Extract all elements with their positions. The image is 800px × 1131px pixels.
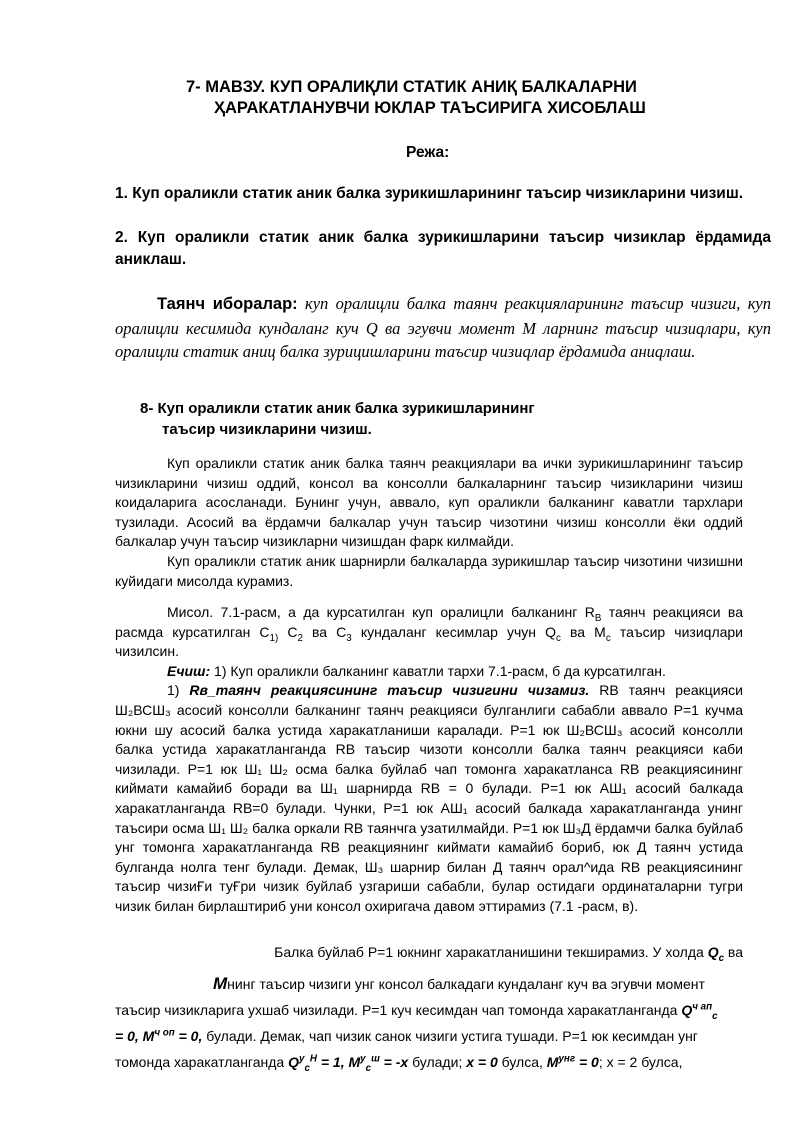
paragraph-influence-drawing: таъсир чизикларига ухшаб чизилади. P=1 куч кесимдан чап томонда харакатланганда $Q^{ч ап}_c$ <box>115 1001 718 1022</box>
paragraph-intro: Куп ораликли статик аник балка таянч реакциялари ва ички зурикишларининг таъсир чизикларини чизиш оддий, консол ва консолли балкаларнинг таъсир чизикларини чизиш коидаларига асосланади. Бунинг учун, аввало, куп ораликли балканинг каватли тархлари тузилади. Асосий ва ёрдамчи балкалар учун таъсир чизотини чизиш консолли ёки оддий балкалар учун таъсир чизикларни чизишдан фарк килмайди. <box>115 455 743 550</box>
paragraph-example: Мисол. 7.1-расм, а да курсатилган куп оралицли балканинг $R_B$ таянч реакцияси ва расмда курсатилган $C_{1)}$ $C_2$ ва $C_3$ кундаланг кесимлар учун $Q_c$ ва $M_c$ таъсир чизиqлари чизилсин. <box>115 604 744 660</box>
body-text-block-4 <box>115 971 743 1075</box>
solution-label: Ечиш: <box>167 662 211 679</box>
keywords-paragraph <box>115 292 771 364</box>
keywords-label: Таянч иборалар: <box>157 295 298 313</box>
body-text-block-3 <box>115 943 743 963</box>
paragraph-example-intro: Куп ораликли статик аник шарнирли балкаларда зурикишлар таъсир чизотини чизишни куйидаги мисолда курамиз. <box>115 552 743 589</box>
rb-section-title: Rв_таянч реакциясининг таъсир чизигини чизамиз. <box>189 682 590 699</box>
plan-item-2: 2. Куп ораликли статик аник балка зурикишларини таъсир чизиклар ёрдамида аниклаш. <box>115 229 771 268</box>
topic-title-line-2: ҲАРАКАТЛАНУВЧИ ЮКЛАР ТАЪСИРИГА ХИСОБЛАШ <box>214 99 646 117</box>
section-heading-line-2: таъсир чизикларини чизиш. <box>162 421 372 438</box>
topic-title-line-1: 7- МАВЗУ. КУП ОРАЛИҚЛИ СТАТИК АНИҚ БАЛКАЛАРНИ <box>186 78 637 96</box>
paragraph-left-line: = 0, $M^{ч оп} = 0$, булади. Демак, чап чизик санок чизиги устига тушади. P=1 юк кесимдан унг <box>115 1027 698 1044</box>
paragraph-right-line: томонда харакатланганда $Q^у_c^Н = 1$, $M^у_c^ш = -x$ булади; x = 0 булса, $M^{унг} = 0$; x = 2 булса, <box>115 1053 683 1074</box>
section-heading-line-1: 8- Куп ораликли статик аник балка зурикишларининг <box>140 400 535 417</box>
paragraph-moment-line: Mнинг таъсир чизиги унг консол балкадаги кундаланг куч ва эгувчи момент <box>213 974 705 993</box>
paragraph-rb-influence-line: 1) Rв_таянч реакциясининг таъсир чизигини чизамиз. RВ таянч реакцияси Ш₂ВСШ₃ асосий консолли балканинг таянч реакцияси булганлиги сабабли аввало P=1 кучма юкни шу асосий балка устида харакатланиши каралади. P=1 юк Ш₂ВСШ₃ асосий консолли балка устида харакатланганда RВ таъсир чизоти консолли балка таянч реакцияси каби чизилади. P=1 юк Ш₁ Ш₂ осма балка буйлаб чап томонга харакатланса RВ реакциясининг киймати камайиб боради ва Ш₁ шарнирда RВ = 0 булади. P=1 юк АШ₁ асосий балкада харакатланганда RВ=0 булади. Чунки, P=1 юк АШ₁ асосий балкада харакатланганда унинг таъсири осма Ш₁ Ш₂ балка оркали RВ таянчга узатилмайди. P=1 юк Ш₃Д ёрдамчи балка буйлаб унг томонга харакатланганда RВ реакциянинг киймати камайиб бориб, юк Д таянч устида булганда нолга тенг булади. Демак, Ш₃ шарнир билан Д таянч орал^ида RВ реакциясининг таъсир чизиҒи туҒри чизик буйлаб узгариши сабабли, булар остидаги ординаталарни тугри чизик билан бирлаштириб уни консол охиригача давом эттирамиз (7.1 -расм, в). <box>115 682 743 914</box>
plan-heading: Режа: <box>406 144 450 161</box>
body-text-block-2 <box>115 603 743 917</box>
body-text-block-1 <box>115 454 743 591</box>
paragraph-solution: Ечиш: 1) Куп ораликли балканинг каватли тархи 7.1-расм, б да курсатилган. <box>167 662 666 679</box>
paragraph-load-check: Балка буйлаб P=1 юкнинг харакатланишини текширамиз. У холда $Q_c$ ва <box>274 944 743 964</box>
keywords-text: куп оралицли балка таянч реакцияларининг таъсир чизиги, куп оралицли кесимида кундаланг куч Q ва эгувчи момент M ларнинг таъсир чизиqлари, куп оралицли статик аниц балка зурицишларини таъсир чизиqлар ёрдамида аниqлаш. <box>115 294 771 361</box>
plan-item-1: 1. Куп ораликли статик аник балка зурикишларининг таъсир чизикларини чизиш. <box>115 185 744 202</box>
